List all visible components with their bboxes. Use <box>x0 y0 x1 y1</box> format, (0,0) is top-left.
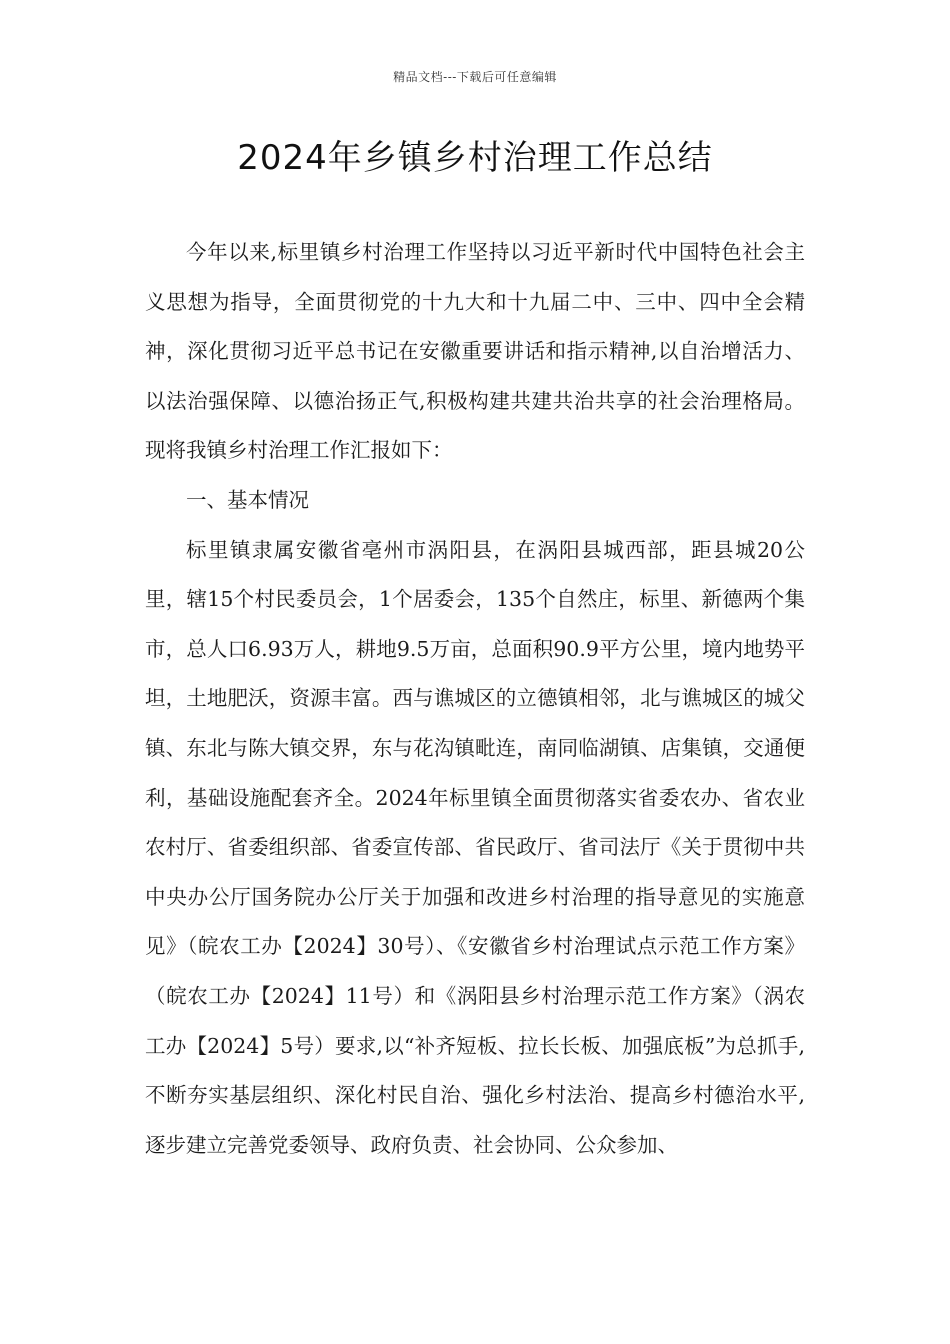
paragraph-intro: 今年以来,标里镇乡村治理工作坚持以习近平新时代中国特色社会主义思想为指导，全面贯彻党的十九大和十九届二中、三中、四中全会精神，深化贯彻习近平总书记在安徽重要讲话和指示精神,以自治增活力、以法治强保障、以德治扬正气,积极构建共建共治共享的社会治理格局。现将我镇乡村治理工作汇报如下： <box>145 240 805 463</box>
page-title: 2024年乡镇乡村治理工作总结 <box>237 138 713 178</box>
paragraph-basic-situation: 标里镇隶属安徽省亳州市涡阳县，在涡阳县城西部，距县城20公里，辖15个村民委员会，1个居委会，135个自然庄，标里、新德两个集市，总人口6.93万人，耕地9.5万亩，总面积90.9平方公里，境内地势平坦，土地肥沃，资源丰富。西与谯城区的立德镇相邻，北与谯城区的城父镇、东北与陈大镇交界，东与花沟镇毗连，南同临湖镇、店集镇，交通便利，基础设施配套齐全。2024年标里镇全面贯彻落实省委农办、省农业农村厅、省委组织部、省委宣传部、省民政厅、省司法厅《关于贯彻中共中央办公厅国务院办公厅关于加强和改进乡村治理的指导意见的实施意见》（皖农工办【2024】30号）、《安徽省乡村治理试点示范工作方案》（皖农工办【2024】11号）和《涡阳县乡村治理示范工作方案》（涡农工办【2024】5号）要求,以“补齐短板、拉长长板、加强底板”为总抓手,不断夯实基层组织、深化村民自治、强化乡村法治、提高乡村德治水平,逐步建立完善党委领导、政府负责、社会协同、公众参加、 <box>145 537 805 1157</box>
section-heading-basic-situation: 一、基本情况 <box>186 487 309 512</box>
document-body <box>145 228 805 1170</box>
header-note: 精品文档---下载后可任意编辑 <box>393 70 557 84</box>
